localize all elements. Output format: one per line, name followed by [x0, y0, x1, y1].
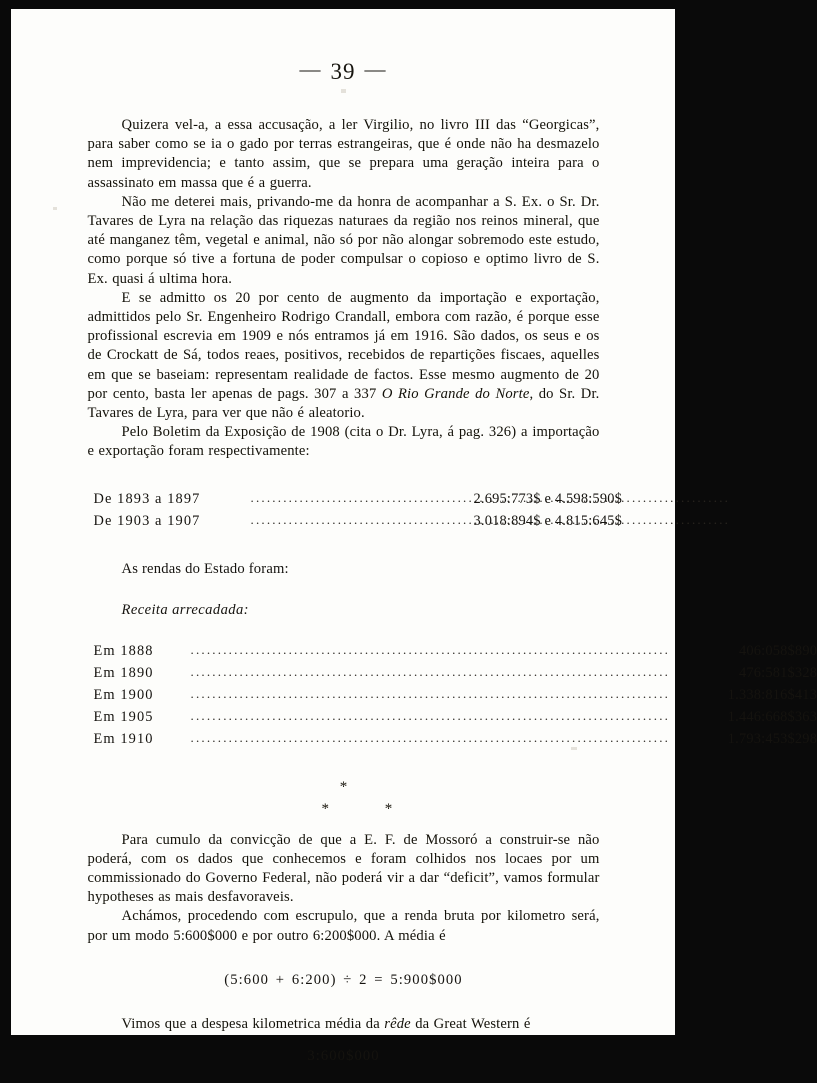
paragraph-7-text-b: da Great Western é [410, 1015, 531, 1032]
paragraph-3-text-a: E se admitto os 20 por cento de augmento da importação e exportação, admittidos pelo Sr. Engenheiro Rodrigo Crandall, embora com razão, é porque esse profissional escrevia em 1909 e nós entramos já em 1916. São dados, os seus e os de Crockatt de Sá, todos reaes, positivos, recebidos de repartições fiscaes, aquelles em que se baseiam: representam realidade de factos. Esse mesmo augmento de 20 por cento, basta ler apenas de pags. 307 a 337 [87, 289, 600, 402]
document-page [11, 9, 817, 1065]
table-row [88, 488, 622, 510]
paragraph-3 [88, 289, 600, 423]
row-label: Em 1910 [93, 730, 154, 747]
row-value: 476:581$328 [738, 664, 817, 681]
receita-heading: Receita arrecadada: [121, 601, 249, 618]
row-label: Em 1890 [93, 664, 154, 681]
row-label: De 1893 a 1897 [93, 490, 201, 507]
table-row [88, 510, 622, 532]
paragraph-7-text-a: Vimos que a despesa kilometrica média da [121, 1015, 385, 1032]
dot-leader [191, 727, 671, 748]
page-number [11, 57, 675, 85]
row-label: De 1903 a 1907 [93, 512, 201, 529]
import-export-table [88, 488, 622, 532]
rede-italic-word: rêde [384, 1015, 411, 1032]
row-value: 406:058$890 [738, 642, 817, 659]
asterisk-ornament [296, 778, 419, 817]
dot-leader [191, 705, 671, 726]
table-row [88, 640, 817, 662]
receita-arrecadada-table [88, 640, 817, 750]
row-label: Em 1900 [93, 686, 154, 703]
dot-leader [251, 509, 433, 530]
paragraph-6: Achámos, procedendo com escrupulo, que a renda bruta por kilometro será, por um modo 5:600$000 e por outro 6:200$000. A média é [87, 908, 600, 944]
row-value: 1.793:453$298 [727, 730, 817, 747]
formula-despesa: 3:600$000 [307, 1048, 380, 1065]
paragraph-1: Quizera vel-a, a essa accusação, a ler Virgilio, no livro III das “Georgicas”, para saber como se ia o gado por terras estrangeiras, que é onde não ha desmazelo nem imprevidencia; e tanto assim, que se prepara uma geração inteira para o assassinato em massa que é a guerra. [87, 117, 600, 191]
folio-dash-right: — [364, 57, 387, 81]
paragraph-7 [88, 1015, 600, 1034]
row-label: Em 1905 [93, 708, 154, 725]
table-row [88, 706, 817, 728]
asterisk-icon: * [339, 778, 348, 795]
dot-leader [191, 639, 671, 660]
row-label: Em 1888 [93, 642, 154, 659]
folio-dash-left: — [299, 57, 322, 81]
paragraph-3-text-b: , do Sr. Dr. Tavares de Lyra, para ver que não é aleatorio. [87, 385, 600, 422]
table-row [88, 684, 817, 706]
asterisk-pair-icon: * * [321, 800, 419, 817]
row-value: 1.338:816$413 [727, 686, 817, 703]
row-value: 1.446:668$363 [727, 708, 817, 725]
paragraph-2: Não me deterei mais, privando-me da honra de acompanhar a S. Ex. o Sr. Dr. Tavares de Lyra na relação das riquezas naturaes da região nos reinos mineral, que até manganez têm, vegetal e animal, não só por não alongar sobremodo este estudo, como porque só tive a fortuna de poder compulsar o copioso e optimo livro de S. Ex. quasi á ultima hora. [87, 193, 600, 287]
page-content [11, 57, 817, 1083]
text-column [87, 116, 817, 1065]
formula-average: (5:600 + 6:200) ÷ 2 = 5:900$000 [224, 971, 463, 988]
dot-leader [251, 487, 433, 508]
table-row [88, 662, 817, 684]
rendas-intro-line: As rendas do Estado foram: [121, 560, 289, 577]
folio-number: 39 [330, 59, 356, 84]
paragraph-5: Para cumulo da convicção de que a E. F. de Mossoró a construir-se não poderá, com os dados que conhecemos e foram colhidos nos locaes por um commissionado do Governo Federal, não poderá vir a dar “deficit”, vamos formular hypotheses as mais desfavoraveis. [87, 831, 600, 906]
table-row [88, 728, 817, 750]
book-title-citation: O Rio Grande do Norte [381, 385, 530, 402]
dot-leader [191, 683, 671, 704]
row-value: 3.018:894$ e 4.815:645$ [473, 512, 622, 529]
row-value: 2.695:773$ e 4.598:590$ [473, 490, 622, 507]
paragraph-4: Pelo Boletim da Exposição de 1908 (cita o Dr. Lyra, á pag. 326) a importação e exportação foram respectivamente: [87, 424, 600, 460]
dot-leader [191, 661, 671, 682]
